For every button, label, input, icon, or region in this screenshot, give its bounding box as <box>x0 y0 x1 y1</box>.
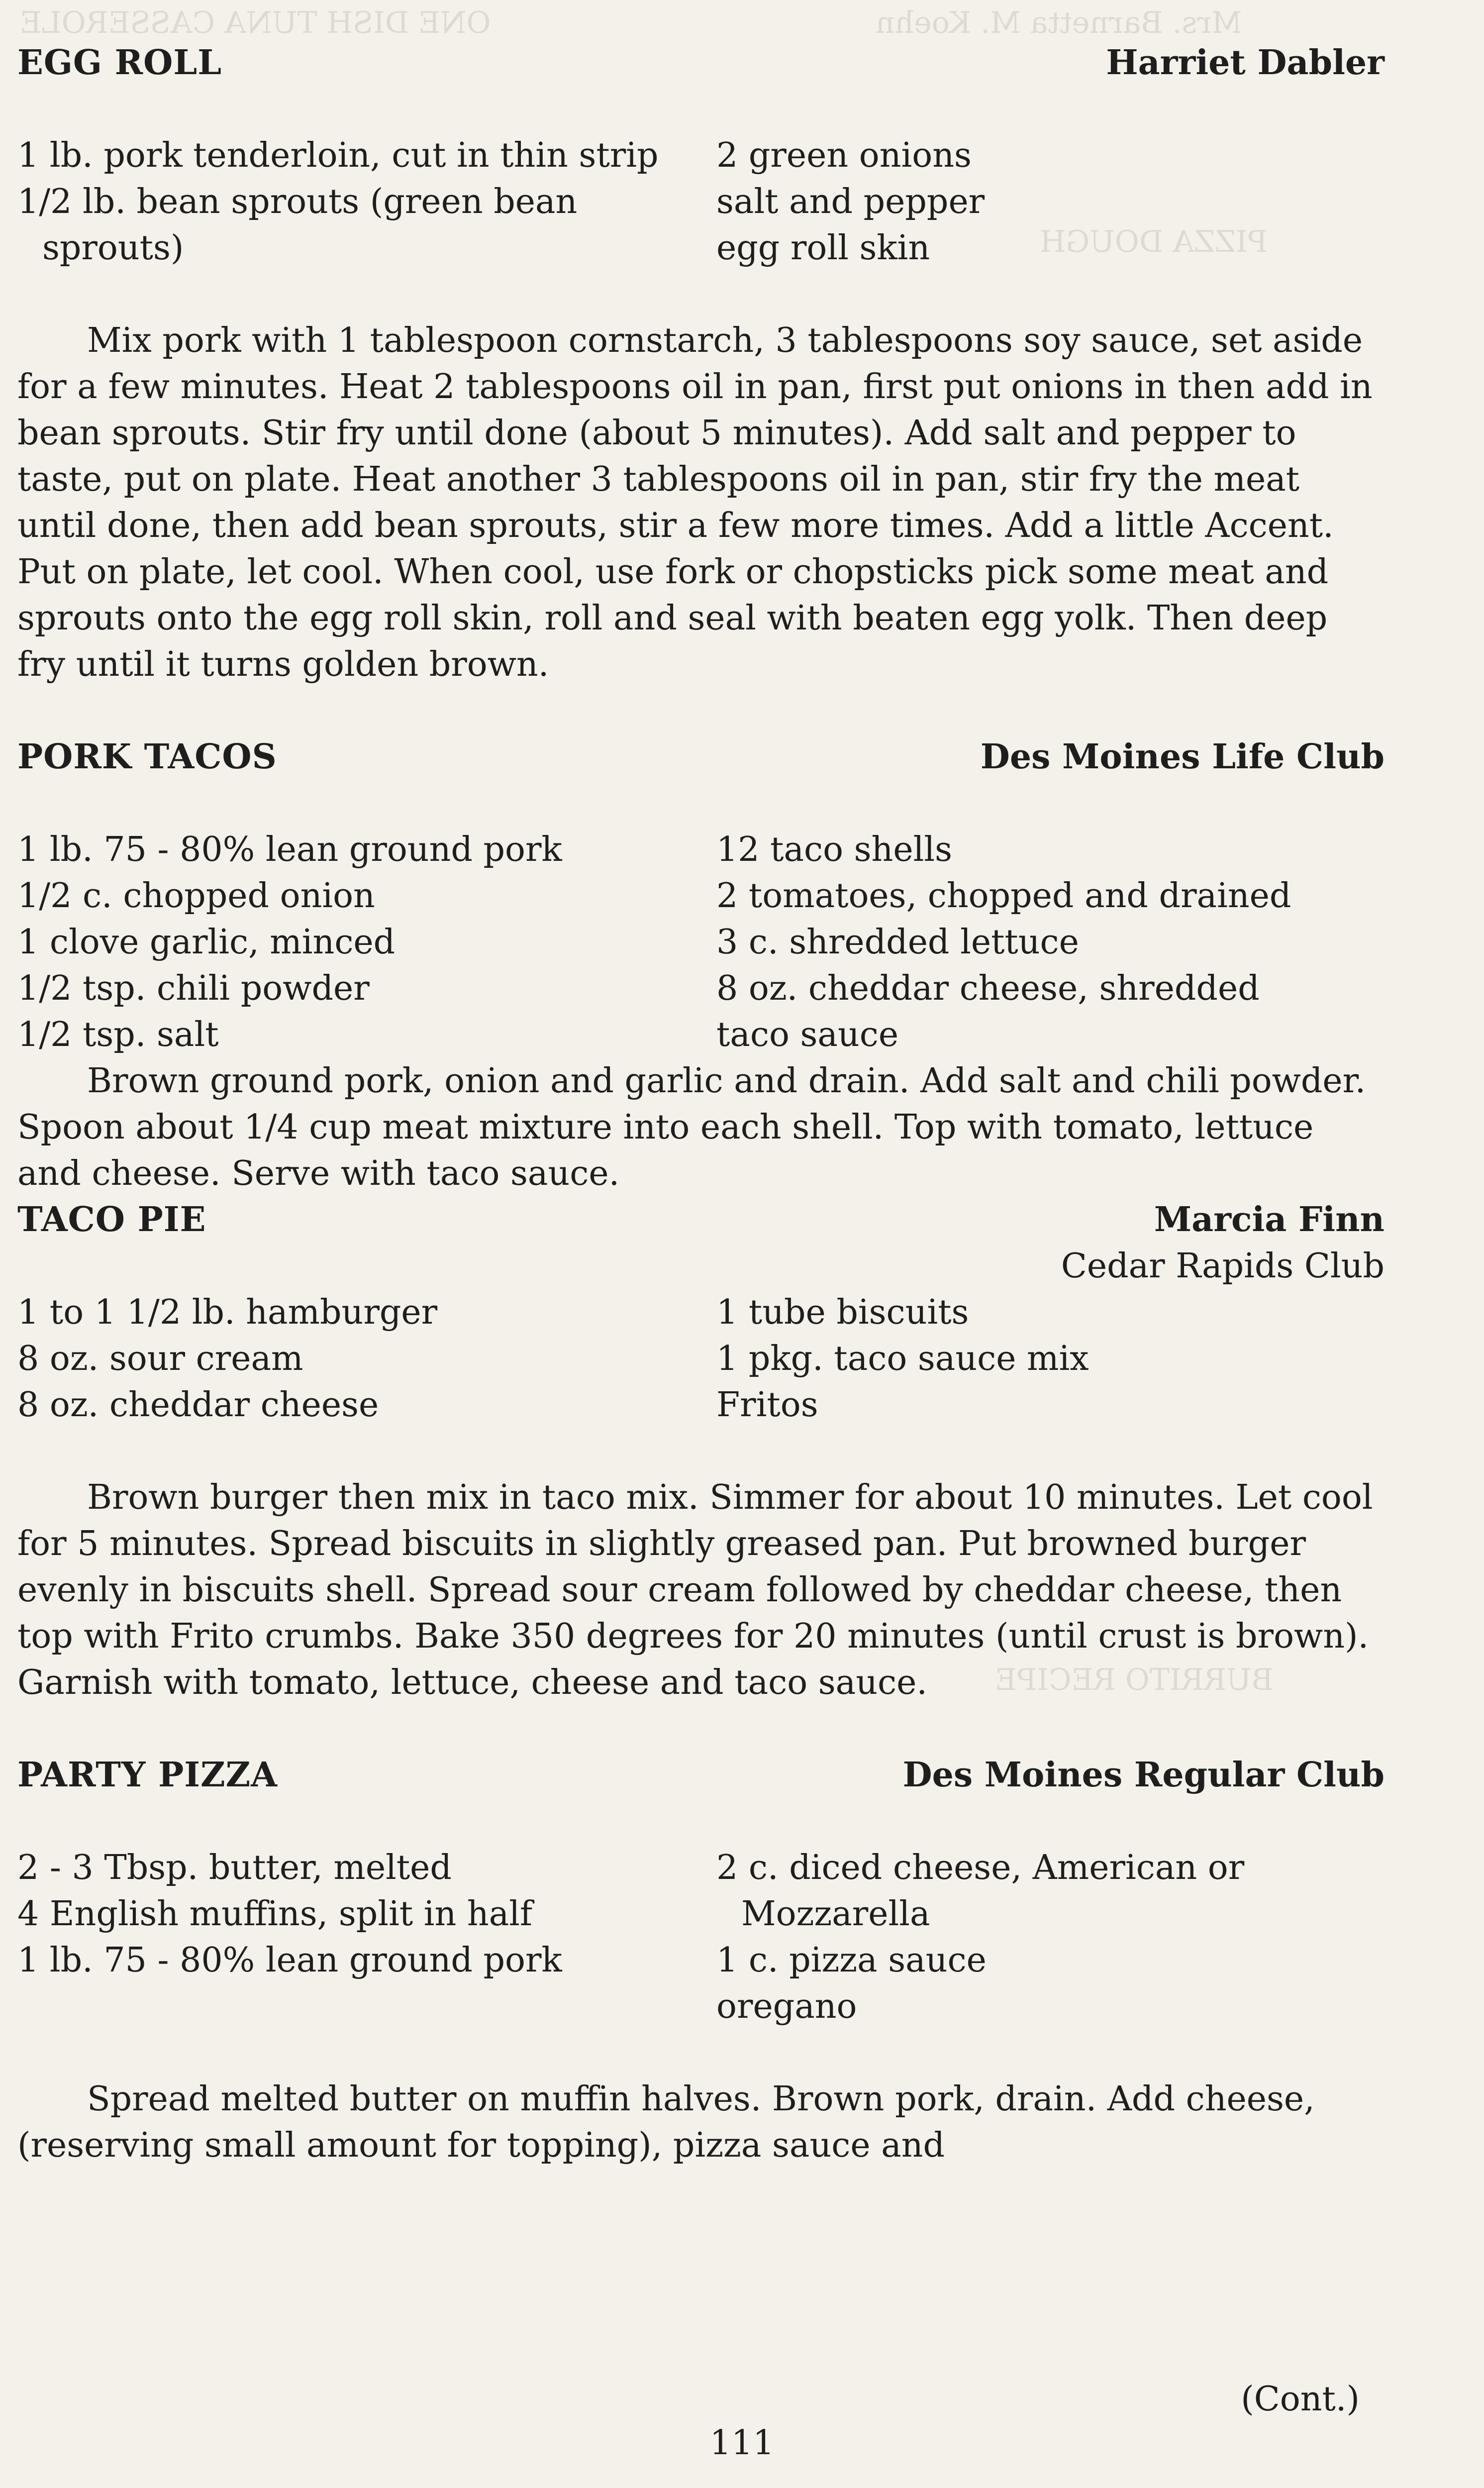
recipe-author: Des Moines Regular Club <box>902 1755 1385 1795</box>
recipe-header <box>17 1752 1385 1798</box>
ingredient-column-left <box>17 1289 716 1428</box>
recipe-pork-tacos <box>17 734 1385 1197</box>
ingredient-column-left <box>17 1845 716 2030</box>
ingredient-item: Fritos <box>716 1385 818 1425</box>
ingredient-list <box>17 1289 1385 1428</box>
recipe-author: Marcia Finn <box>1154 1200 1385 1240</box>
recipe-party-pizza <box>17 1752 1385 2169</box>
ingredient-item: 8 oz. cheddar cheese <box>17 1385 379 1425</box>
ingredient-column-right <box>716 1845 1353 2030</box>
recipe-header <box>17 40 1385 86</box>
ingredient-item: 1 clove garlic, minced <box>17 923 396 962</box>
ingredient-item: 1/2 tsp. chili powder <box>17 969 370 1008</box>
method-text: Brown burger then mix in taco mix. Simmer for about 10 minutes. Let cool for 5 minutes. Spread biscuits in slightly greased pan. Put browned burger evenly in biscuits shell. Spread sour cream followed by cheddar cheese, then top with Frito crumbs. Bake 350 degrees for 20 minutes (until crust is brown). Garnish with tomato, lettuce, cheese and taco sauce. <box>17 1478 1373 1702</box>
ingredient-item: egg roll skin <box>716 228 930 268</box>
ingredient-item: 8 oz. cheddar cheese, shredded <box>716 969 1260 1008</box>
ingredient-item: 1 tube biscuits <box>716 1293 969 1332</box>
recipe-club: Cedar Rapids Club <box>1061 1246 1385 1286</box>
ingredient-item: 3 c. shredded lettuce <box>716 923 1079 962</box>
ingredient-list <box>17 1845 1385 2030</box>
ingredient-item: oregano <box>716 1987 857 2026</box>
recipe-header <box>17 1197 1385 1243</box>
ingredient-item: 1/2 c. chopped onion <box>17 876 375 916</box>
method-text: Brown ground pork, onion and garlic and drain. Add salt and chili powder. Spoon about 1/4 cup meat mixture into each shell. Top with tomato, lettuce and cheese. Serve with taco sauce. <box>17 1061 1366 1193</box>
recipe-author: Harriet Dabler <box>1106 43 1385 83</box>
bleed-through-text: PIZZA DOUGH <box>1040 224 1268 259</box>
ingredient-list <box>17 827 1385 1058</box>
recipe-title: PORK TACOS <box>17 737 277 777</box>
continued-label: (Cont.) <box>1241 2380 1360 2419</box>
ingredient-item: 2 c. diced cheese, American or Mozzarella <box>716 1848 1245 1934</box>
ingredient-item: salt and pepper <box>716 182 985 221</box>
recipe-method <box>17 1058 1385 1197</box>
ingredient-item: 1/2 tsp. salt <box>17 1015 219 1054</box>
method-text: Spread melted butter on muffin halves. Brown pork, drain. Add cheese, (reserving small amount for topping), pizza sauce and <box>17 2079 1315 2165</box>
ingredient-item: 12 taco shells <box>716 830 952 869</box>
ingredient-item: 1 lb. pork tenderloin, cut in thin strip <box>17 136 659 175</box>
ingredient-item: 1 c. pizza sauce <box>716 1941 987 1980</box>
recipe-title: EGG ROLL <box>17 43 222 83</box>
ingredient-column-left <box>17 827 716 1058</box>
ingredient-item: taco sauce <box>716 1015 899 1054</box>
ingredient-column-right <box>716 1289 1353 1428</box>
ingredient-item: 1 pkg. taco sauce mix <box>716 1339 1089 1378</box>
ingredient-item: 2 - 3 Tbsp. butter, melted <box>17 1848 452 1887</box>
recipe-method <box>17 317 1385 688</box>
recipe-egg-roll <box>17 40 1385 688</box>
recipe-method <box>17 2076 1385 2169</box>
ingredient-item: 1/2 lb. bean sprouts (green bean sprouts) <box>17 182 578 268</box>
recipe-title: TACO PIE <box>17 1200 206 1240</box>
ingredient-column-left <box>17 132 716 271</box>
ingredient-item: 2 green onions <box>716 136 972 175</box>
recipe-taco-pie <box>17 1197 1385 1706</box>
ingredient-item: 1 to 1 1/2 lb. hamburger <box>17 1293 438 1332</box>
ingredient-item: 4 English muffins, split in half <box>17 1894 533 1934</box>
ingredient-item: 2 tomatoes, chopped and drained <box>716 876 1291 916</box>
bleed-through-text: Mrs. Barnetta M. Koehn <box>876 5 1242 40</box>
recipe-header <box>17 734 1385 780</box>
ingredient-item: 1 lb. 75 - 80% lean ground pork <box>17 830 562 869</box>
bleed-through-text: ONE DISH TUNA CASSEROLE <box>20 5 491 40</box>
ingredient-item: 1 lb. 75 - 80% lean ground pork <box>17 1941 562 1980</box>
ingredient-column-right <box>716 827 1353 1058</box>
method-text: Mix pork with 1 tablespoon cornstarch, 3 tablespoons soy sauce, set aside for a few minutes. Heat 2 tablespoons oil in pan, first put onions in then add in bean sprouts. Stir fry until done (about 5 minutes). Add salt and pepper to taste, put on plate. Heat another 3 tablespoons oil in pan, stir fry the meat until done, then add bean sprouts, stir a few more times. Add a little Accent. Put on plate, let cool. When cool, use fork or chopsticks pick some meat and sprouts onto the egg roll skin, roll and seal with beaten egg yolk. Then deep fry until it turns golden brown. <box>17 321 1373 684</box>
ingredient-item: 8 oz. sour cream <box>17 1339 303 1378</box>
recipe-author: Des Moines Life Club <box>980 737 1385 777</box>
page-number: 111 <box>709 2423 775 2463</box>
recipe-title: PARTY PIZZA <box>17 1755 278 1795</box>
bleed-through-text: BURRITO RECIPE <box>995 1662 1274 1697</box>
